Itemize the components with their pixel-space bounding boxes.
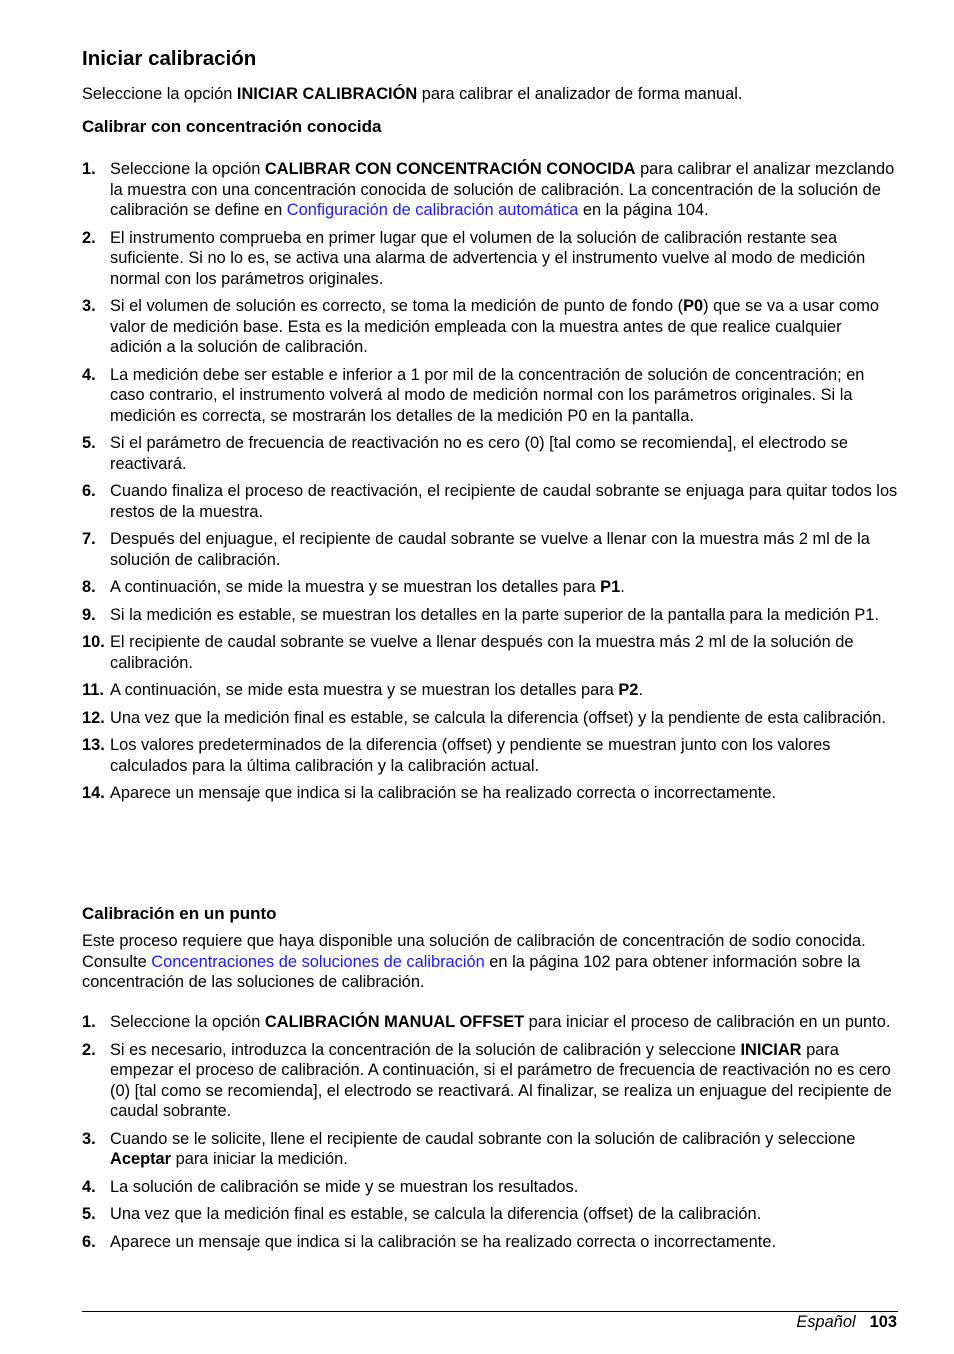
step-link[interactable]: Configuración de calibración automática [286, 201, 579, 219]
step-emphasis: P2 [618, 681, 639, 699]
list-item [82, 1204, 898, 1225]
steps-list-one-point [82, 1012, 898, 1252]
step-text: Cuando finaliza el proceso de reactivación, el recipiente de caudal sobrante se enjuaga para quitar todos los restos de la muestra. [110, 482, 898, 521]
list-item [82, 680, 898, 701]
step-text: Si el parámetro de frecuencia de reactivación no es cero (0) [tal como se recomienda], el electrodo se reactivará. [110, 434, 848, 473]
step-text: para iniciar la medición. [171, 1150, 348, 1168]
step-number: 1. [82, 160, 96, 178]
step-number: 14. [82, 784, 105, 802]
step-text: Cuando se le solicite, llene el recipiente de caudal sobrante con la solución de calibración y seleccione [110, 1129, 856, 1148]
list-item [82, 159, 898, 221]
step-text: . [638, 681, 643, 699]
step-number: 10. [82, 633, 105, 651]
list-item [82, 1012, 898, 1033]
section-heading-known-concentration: Calibrar con concentración conocida [82, 117, 382, 136]
step-text: Si es necesario, introduzca la concentración de la solución de calibración y seleccione [110, 1040, 741, 1059]
list-item [82, 1040, 898, 1122]
step-text: Después del enjuague, el recipiente de caudal sobrante se vuelve a llenar con la muestra más 2 ml de la solución de calibración. [110, 530, 870, 569]
step-text: para empezar el proceso de calibración. A continuación, si el parámetro de frecuencia de reactivación no es cero (0) [tal como se recomienda], el electrodo se reactivará. Al finalizar, se realiza un enjuague del recipiente de caudal sobrante. [110, 1040, 892, 1120]
step-text: A continuación, se mide la muestra y se muestran los detalles para [110, 578, 601, 596]
footer-language: Español [796, 1313, 856, 1331]
step-text: A continuación, se mide esta muestra y se muestran los detalles para [110, 681, 619, 699]
step-text: Aparece un mensaje que indica si la calibración se ha realizado correcta o incorrectamente. [110, 784, 777, 802]
list-item [82, 605, 898, 626]
step-text: Seleccione la opción [110, 160, 265, 178]
list-item [82, 577, 898, 598]
step-emphasis: CALIBRAR CON CONCENTRACIÓN CONOCIDA [264, 160, 636, 178]
one-point-paragraph: Este proceso requiere que haya disponible una solución de calibración de concentración de sodio conocida. Consulte Concentraciones de soluciones de calibración en la página 102 para obtener información sobre la concentración de las soluciones de calibración. [82, 932, 866, 991]
step-text: . [620, 578, 625, 596]
step-emphasis: CALIBRACIÓN MANUAL OFFSET [264, 1013, 525, 1031]
list-item [82, 1232, 898, 1253]
list-item [82, 1129, 898, 1170]
step-text: para calibrar el analizar mezclando la muestra con una concentración conocida de solución de calibración. La concentración de la solución de calibración se define en [110, 160, 895, 219]
step-text: La medición debe ser estable e inferior a 1 por mil de la concentración de solución de concentración; en caso contrario, el instrumento volverá al modo de medición normal con los parámetros originales. Si la medición es correcta, se mostrarán los detalles de la medición P0 en la pantalla. [110, 365, 865, 425]
footer-divider [82, 1311, 898, 1312]
step-text: La solución de calibración se mide y se muestran los resultados. [110, 1177, 579, 1196]
steps-list-known-concentration [82, 159, 898, 804]
step-text: Seleccione la opción [110, 1013, 265, 1031]
list-item [82, 228, 898, 290]
step-number: 2. [82, 228, 96, 247]
step-text: Si el volumen de solución es correcto, se toma la medición de punto de fondo ( [110, 297, 684, 315]
step-number: 3. [82, 297, 96, 315]
step-number: 4. [82, 365, 96, 384]
step-text: Si la medición es estable, se muestran los detalles en la parte superior de la pantalla para la medición P1. [110, 605, 879, 624]
list-item [82, 632, 898, 673]
step-number: 3. [82, 1129, 96, 1148]
step-text: Los valores predeterminados de la diferencia (offset) y pendiente se muestran junto con los valores calculados para la última calibración y la calibración actual. [110, 736, 831, 775]
step-number: 8. [82, 578, 96, 596]
step-emphasis: Aceptar [110, 1150, 172, 1168]
list-item [82, 735, 898, 776]
link-calibration-concentrations[interactable]: Concentraciones de soluciones de calibración [151, 952, 485, 971]
step-emphasis: INICIAR [740, 1040, 802, 1059]
step-text: ) que se va a usar como valor de medición base. Esta es la medición empleada con la muestra antes de que realice cualquier adición a la solución de calibración. [110, 297, 879, 356]
step-emphasis: P1 [600, 578, 621, 596]
step-text: El instrumento comprueba en primer lugar que el volumen de la solución de calibración restante sea suficiente. Si no lo es, se activa una alarma de advertencia y el instrumento vuelve al modo de medición normal con los parámetros originales. [110, 228, 866, 288]
step-number: 5. [82, 434, 96, 452]
step-number: 13. [82, 736, 105, 754]
list-item [82, 1177, 898, 1198]
page-title: Iniciar calibración [82, 47, 257, 70]
step-number: 9. [82, 605, 96, 624]
step-number: 4. [82, 1177, 96, 1196]
step-number: 6. [82, 482, 96, 500]
step-text: Aparece un mensaje que indica si la calibración se ha realizado correcta o incorrectamente. [110, 1232, 777, 1251]
section-heading-one-point: Calibración en un punto [82, 904, 277, 923]
step-number: 12. [82, 708, 105, 727]
step-number: 1. [82, 1013, 96, 1031]
list-item [82, 783, 898, 804]
page-number: 103 [869, 1313, 897, 1331]
step-text: para iniciar el proceso de calibración en un punto. [524, 1013, 891, 1031]
list-item [82, 529, 898, 570]
list-item [82, 296, 898, 358]
step-number: 2. [82, 1040, 96, 1059]
step-number: 11. [82, 681, 104, 699]
step-text: Una vez que la medición final es estable, se calcula la diferencia (offset) de la calibración. [110, 1205, 762, 1223]
list-item [82, 481, 898, 522]
step-text: Una vez que la medición final es estable, se calcula la diferencia (offset) y la pendiente de esta calibración. [110, 708, 886, 727]
step-text: en la página 104. [578, 201, 709, 219]
page-footer [796, 1312, 897, 1332]
step-number: 6. [82, 1232, 96, 1251]
step-emphasis: P0 [683, 297, 704, 315]
list-item [82, 708, 898, 729]
step-text: El recipiente de caudal sobrante se vuelve a llenar después con la muestra más 2 ml de la solución de calibración. [110, 633, 854, 672]
step-number: 5. [82, 1205, 96, 1223]
list-item [82, 365, 898, 427]
step-number: 7. [82, 530, 96, 548]
list-item [82, 433, 898, 474]
intro-paragraph: Seleccione la opción INICIAR CALIBRACIÓN para calibrar el analizador de forma manual. [82, 85, 743, 103]
